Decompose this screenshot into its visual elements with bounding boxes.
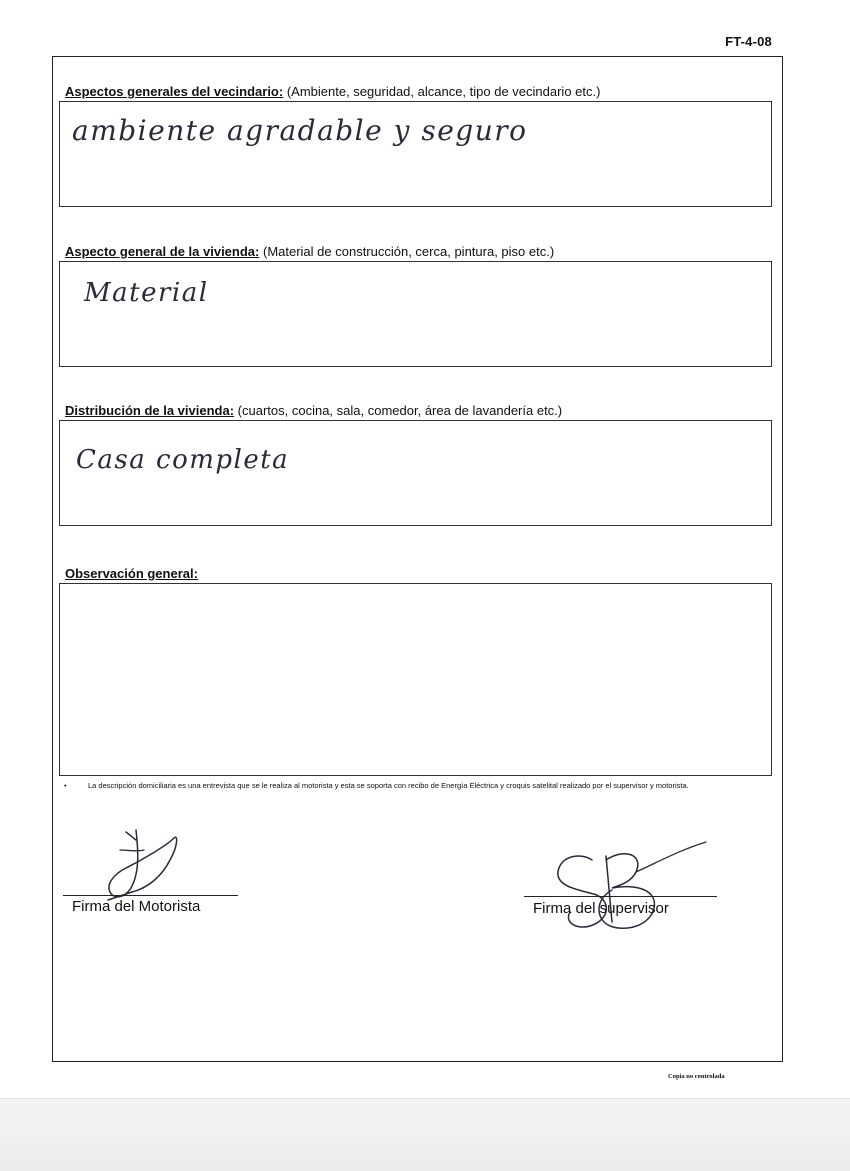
layout-answer: Casa completa (76, 445, 290, 475)
layout-answer-box (59, 420, 772, 526)
supervisor-signature (540, 838, 720, 938)
housing-answer: Material (84, 278, 209, 308)
neighborhood-answer: ambiente agradable y seguro (72, 114, 528, 147)
section-housing-label (65, 244, 554, 259)
section-layout-label (65, 403, 562, 418)
section-housing-hint: (Material de construcción, cerca, pintura, piso etc.) (262, 244, 555, 259)
note-text: La descripción domiciliaria es una entrevista que se le realiza al motorista y esta se soporta con recibo de Energía Eléctrica y croquis satelital realizado por el supervisor y motorista. (88, 781, 689, 790)
section-neighborhood-label (65, 84, 600, 99)
scan-shadow (0, 1098, 850, 1171)
section-observation-title: Observación general: (65, 566, 198, 581)
section-neighborhood-hint: (Ambiente, seguridad, alcance, tipo de vecindario etc.) (286, 84, 601, 99)
observation-answer-box (59, 583, 772, 776)
section-observation-label (65, 566, 198, 581)
section-layout-hint: (cuartos, cocina, sala, comedor, área de lavandería etc.) (237, 403, 563, 418)
supervisor-signature-label: Firma del supervisor (533, 900, 669, 917)
section-housing-title: Aspecto general de la vivienda: (65, 244, 260, 259)
section-neighborhood-title: Aspectos generales del vecindario: (65, 84, 284, 99)
note-bullet: • (64, 781, 67, 790)
motorista-signature (92, 826, 192, 906)
motorista-signature-line (63, 895, 238, 896)
supervisor-signature-line (524, 896, 717, 897)
housing-answer-box (59, 261, 772, 367)
domicile-note (64, 781, 774, 790)
copy-note: Copia no controlada (668, 1073, 725, 1080)
neighborhood-answer-box (59, 101, 772, 207)
motorista-signature-label: Firma del Motorista (72, 898, 201, 915)
section-layout-title: Distribución de la vivienda: (65, 403, 235, 418)
form-code: FT-4-08 (725, 34, 772, 49)
